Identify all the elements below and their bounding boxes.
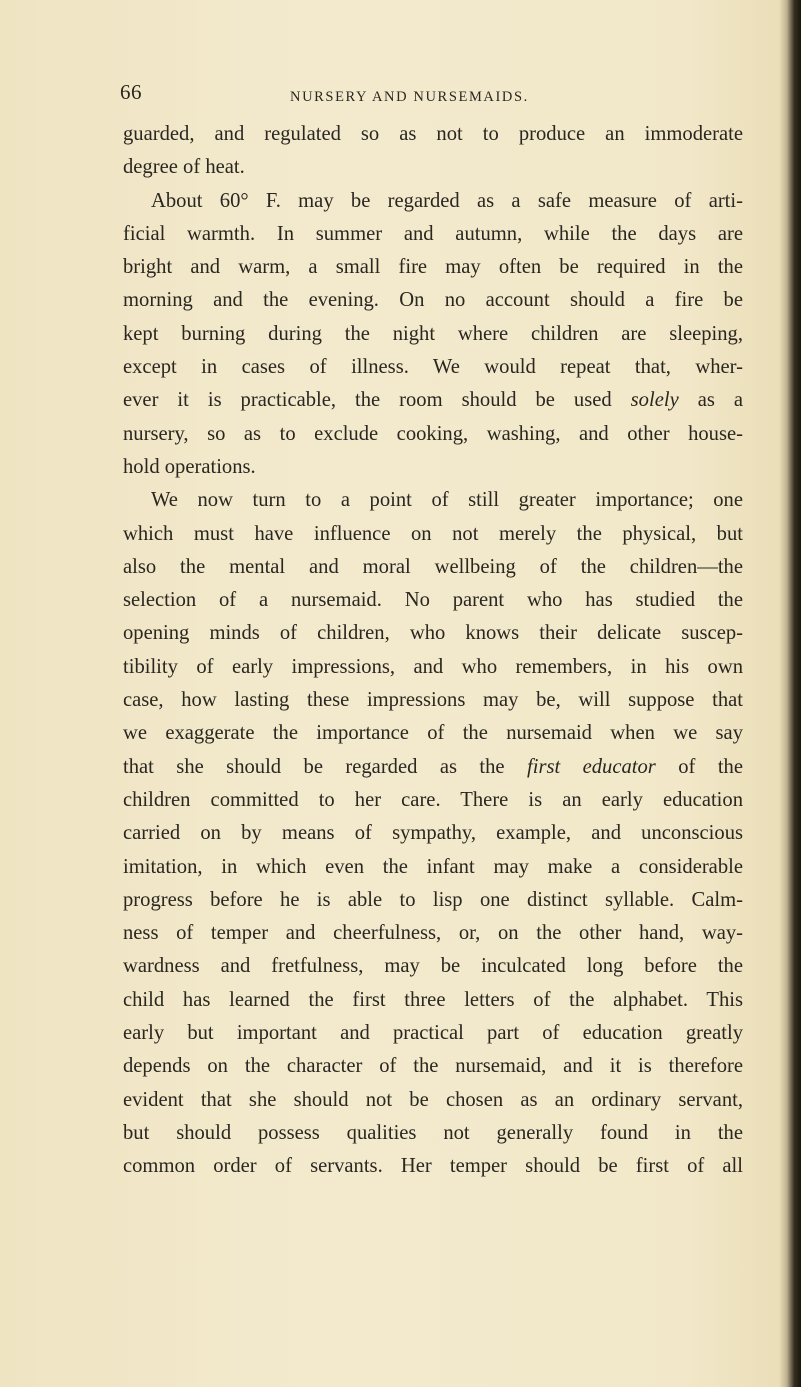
text-line: depends on the character of the nursemaid, and it is therefore [123, 1055, 743, 1078]
italic-emphasis: solely [630, 389, 679, 412]
text-segment: that she should be regarded as the [123, 755, 505, 778]
text-line: guarded, and regulated so as not to produce an immoderate [123, 123, 743, 145]
text-line: common order of servants. Her temper should be first of all [123, 1155, 743, 1178]
text-segment: of the [678, 755, 743, 778]
text-line: evident that she should not be chosen as an ordinary servant, [123, 1088, 743, 1111]
running-head: NURSERY AND NURSEMAIDS. [290, 89, 529, 105]
text-line: nursery, so as to exclude cooking, washing, and other house- [123, 422, 743, 445]
body-text [123, 118, 743, 1184]
text-line: wardness and fretfulness, may be inculcated long before the [123, 955, 743, 978]
text-line: case, how lasting these impressions may be, will suppose that [123, 689, 743, 712]
text-line-with-italic [123, 384, 743, 417]
text-line: bright and warm, a small fire may often be required in the [123, 256, 743, 279]
page-number: 66 [120, 80, 142, 104]
text-line: hold operations. [123, 455, 256, 478]
text-segment: as a [697, 389, 743, 412]
text-line: About 60° F. may be regarded as a safe measure of arti- [151, 189, 743, 212]
text-line: progress before he is able to lisp one distinct syllable. Calm- [123, 888, 743, 911]
text-line: morning and the evening. On no account should a fire be [123, 289, 743, 312]
text-line: we exaggerate the importance of the nursemaid when we say [123, 722, 743, 745]
text-line: opening minds of children, who knows their delicate suscep- [123, 622, 743, 645]
text-line: ficial warmth. In summer and autumn, while the days are [123, 222, 743, 245]
text-line: tibility of early impressions, and who remembers, in his own [123, 655, 743, 678]
page-header [120, 80, 720, 110]
italic-emphasis: first educator [527, 755, 656, 778]
text-line: but should possess qualities not generally found in the [123, 1121, 743, 1144]
text-segment: ever it is practicable, the room should be used [123, 389, 612, 412]
text-line: carried on by means of sympathy, example, and unconscious [123, 822, 743, 845]
text-line: We now turn to a point of still greater importance; one [151, 489, 743, 512]
text-line: kept burning during the night where children are sleeping, [123, 322, 743, 345]
text-line: imitation, in which even the infant may make a considerable [123, 855, 743, 878]
text-line-with-italic [123, 751, 743, 784]
text-line: selection of a nursemaid. No parent who has studied the [123, 589, 743, 612]
binding-edge-shadow [779, 0, 801, 1387]
text-line: also the mental and moral wellbeing of the children—the [123, 555, 743, 578]
text-line: children committed to her care. There is an early education [123, 788, 743, 811]
text-line: child has learned the first three letters of the alphabet. This [123, 988, 743, 1011]
text-line: degree of heat. [123, 156, 245, 179]
text-line: ness of temper and cheerfulness, or, on the other hand, way- [123, 922, 743, 945]
text-line: except in cases of illness. We would repeat that, wher- [123, 356, 743, 379]
text-line: early but important and practical part of education greatly [123, 1022, 743, 1045]
text-line: which must have influence on not merely the physical, but [123, 522, 743, 545]
